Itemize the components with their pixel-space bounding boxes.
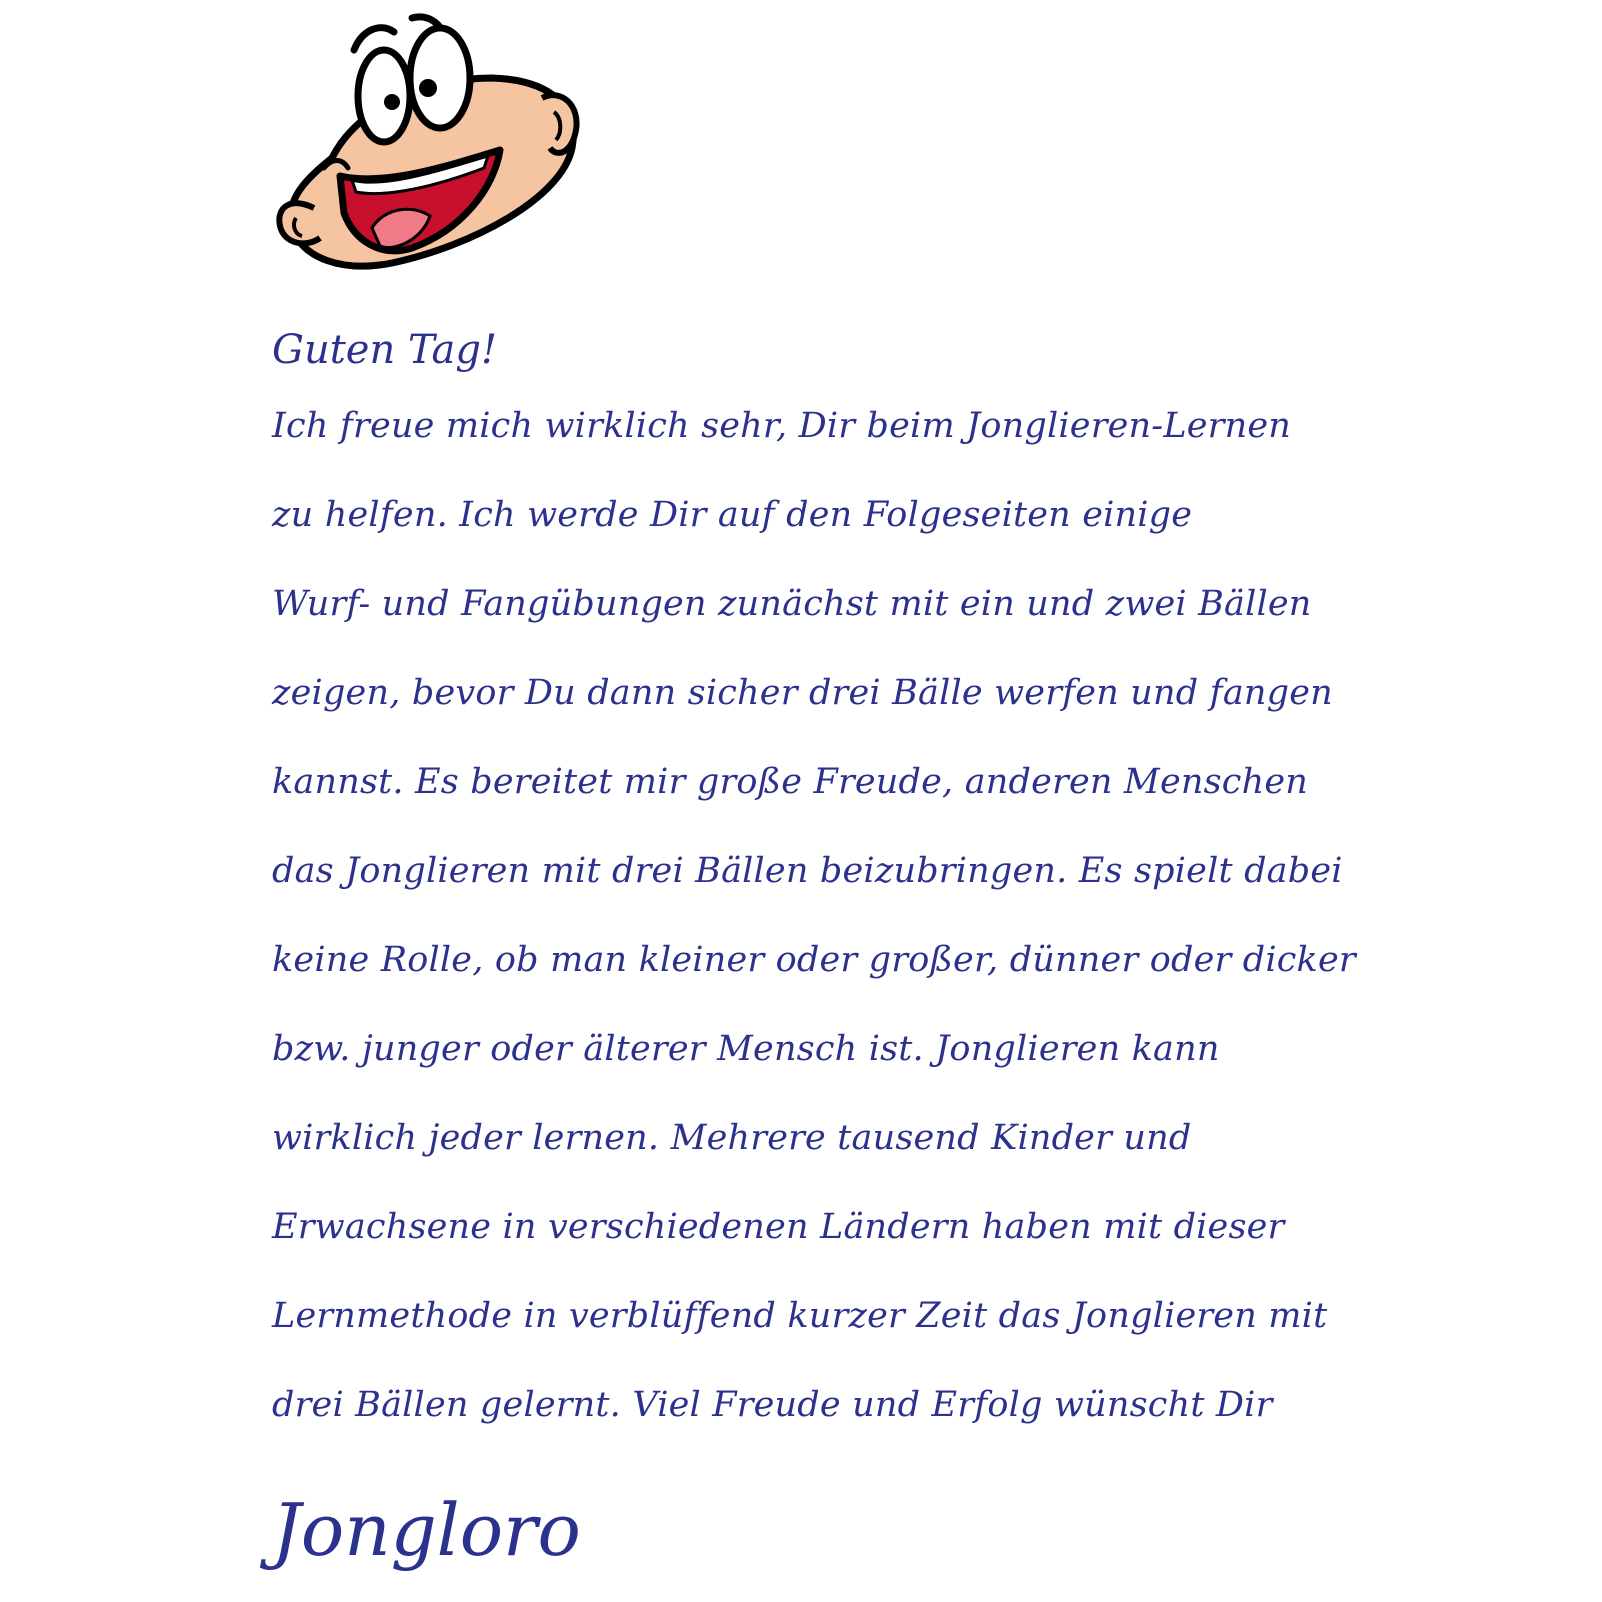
cartoon-face-icon	[262, 8, 592, 276]
letter-line: Lernmethode in verblüffend kurzer Zeit das Jonglieren mit	[272, 1296, 1328, 1336]
letter-line: wirklich jeder lernen. Mehrere tausend Kinder und	[272, 1118, 1192, 1158]
letter-line: Wurf- und Fangübungen zunächst mit ein und zwei Bällen	[272, 584, 1312, 624]
letter-line: keine Rolle, ob man kleiner oder großer, dünner oder dicker	[272, 940, 1356, 980]
letter-line: kannst. Es bereitet mir große Freude, anderen Menschen	[272, 762, 1308, 802]
letter-line: bzw. junger oder älterer Mensch ist. Jonglieren kann	[272, 1029, 1220, 1069]
letter-line: Erwachsene in verschiedenen Ländern haben mit dieser	[272, 1207, 1285, 1247]
letter-line: das Jonglieren mit drei Bällen beizubringen. Es spielt dabei	[272, 851, 1343, 891]
signature: Jongloro	[272, 1488, 581, 1572]
letter-body	[272, 318, 1382, 1450]
letter-line: drei Bällen gelernt. Viel Freude und Erfolg wünscht Dir	[272, 1385, 1273, 1425]
greeting: Guten Tag!	[272, 327, 498, 373]
letter-line: Ich freue mich wirklich sehr, Dir beim Jonglieren-Lernen	[272, 406, 1292, 446]
letter-line: zeigen, bevor Du dann sicher drei Bälle werfen und fangen	[272, 673, 1333, 713]
letter-line: zu helfen. Ich werde Dir auf den Folgeseiten einige	[272, 495, 1193, 535]
